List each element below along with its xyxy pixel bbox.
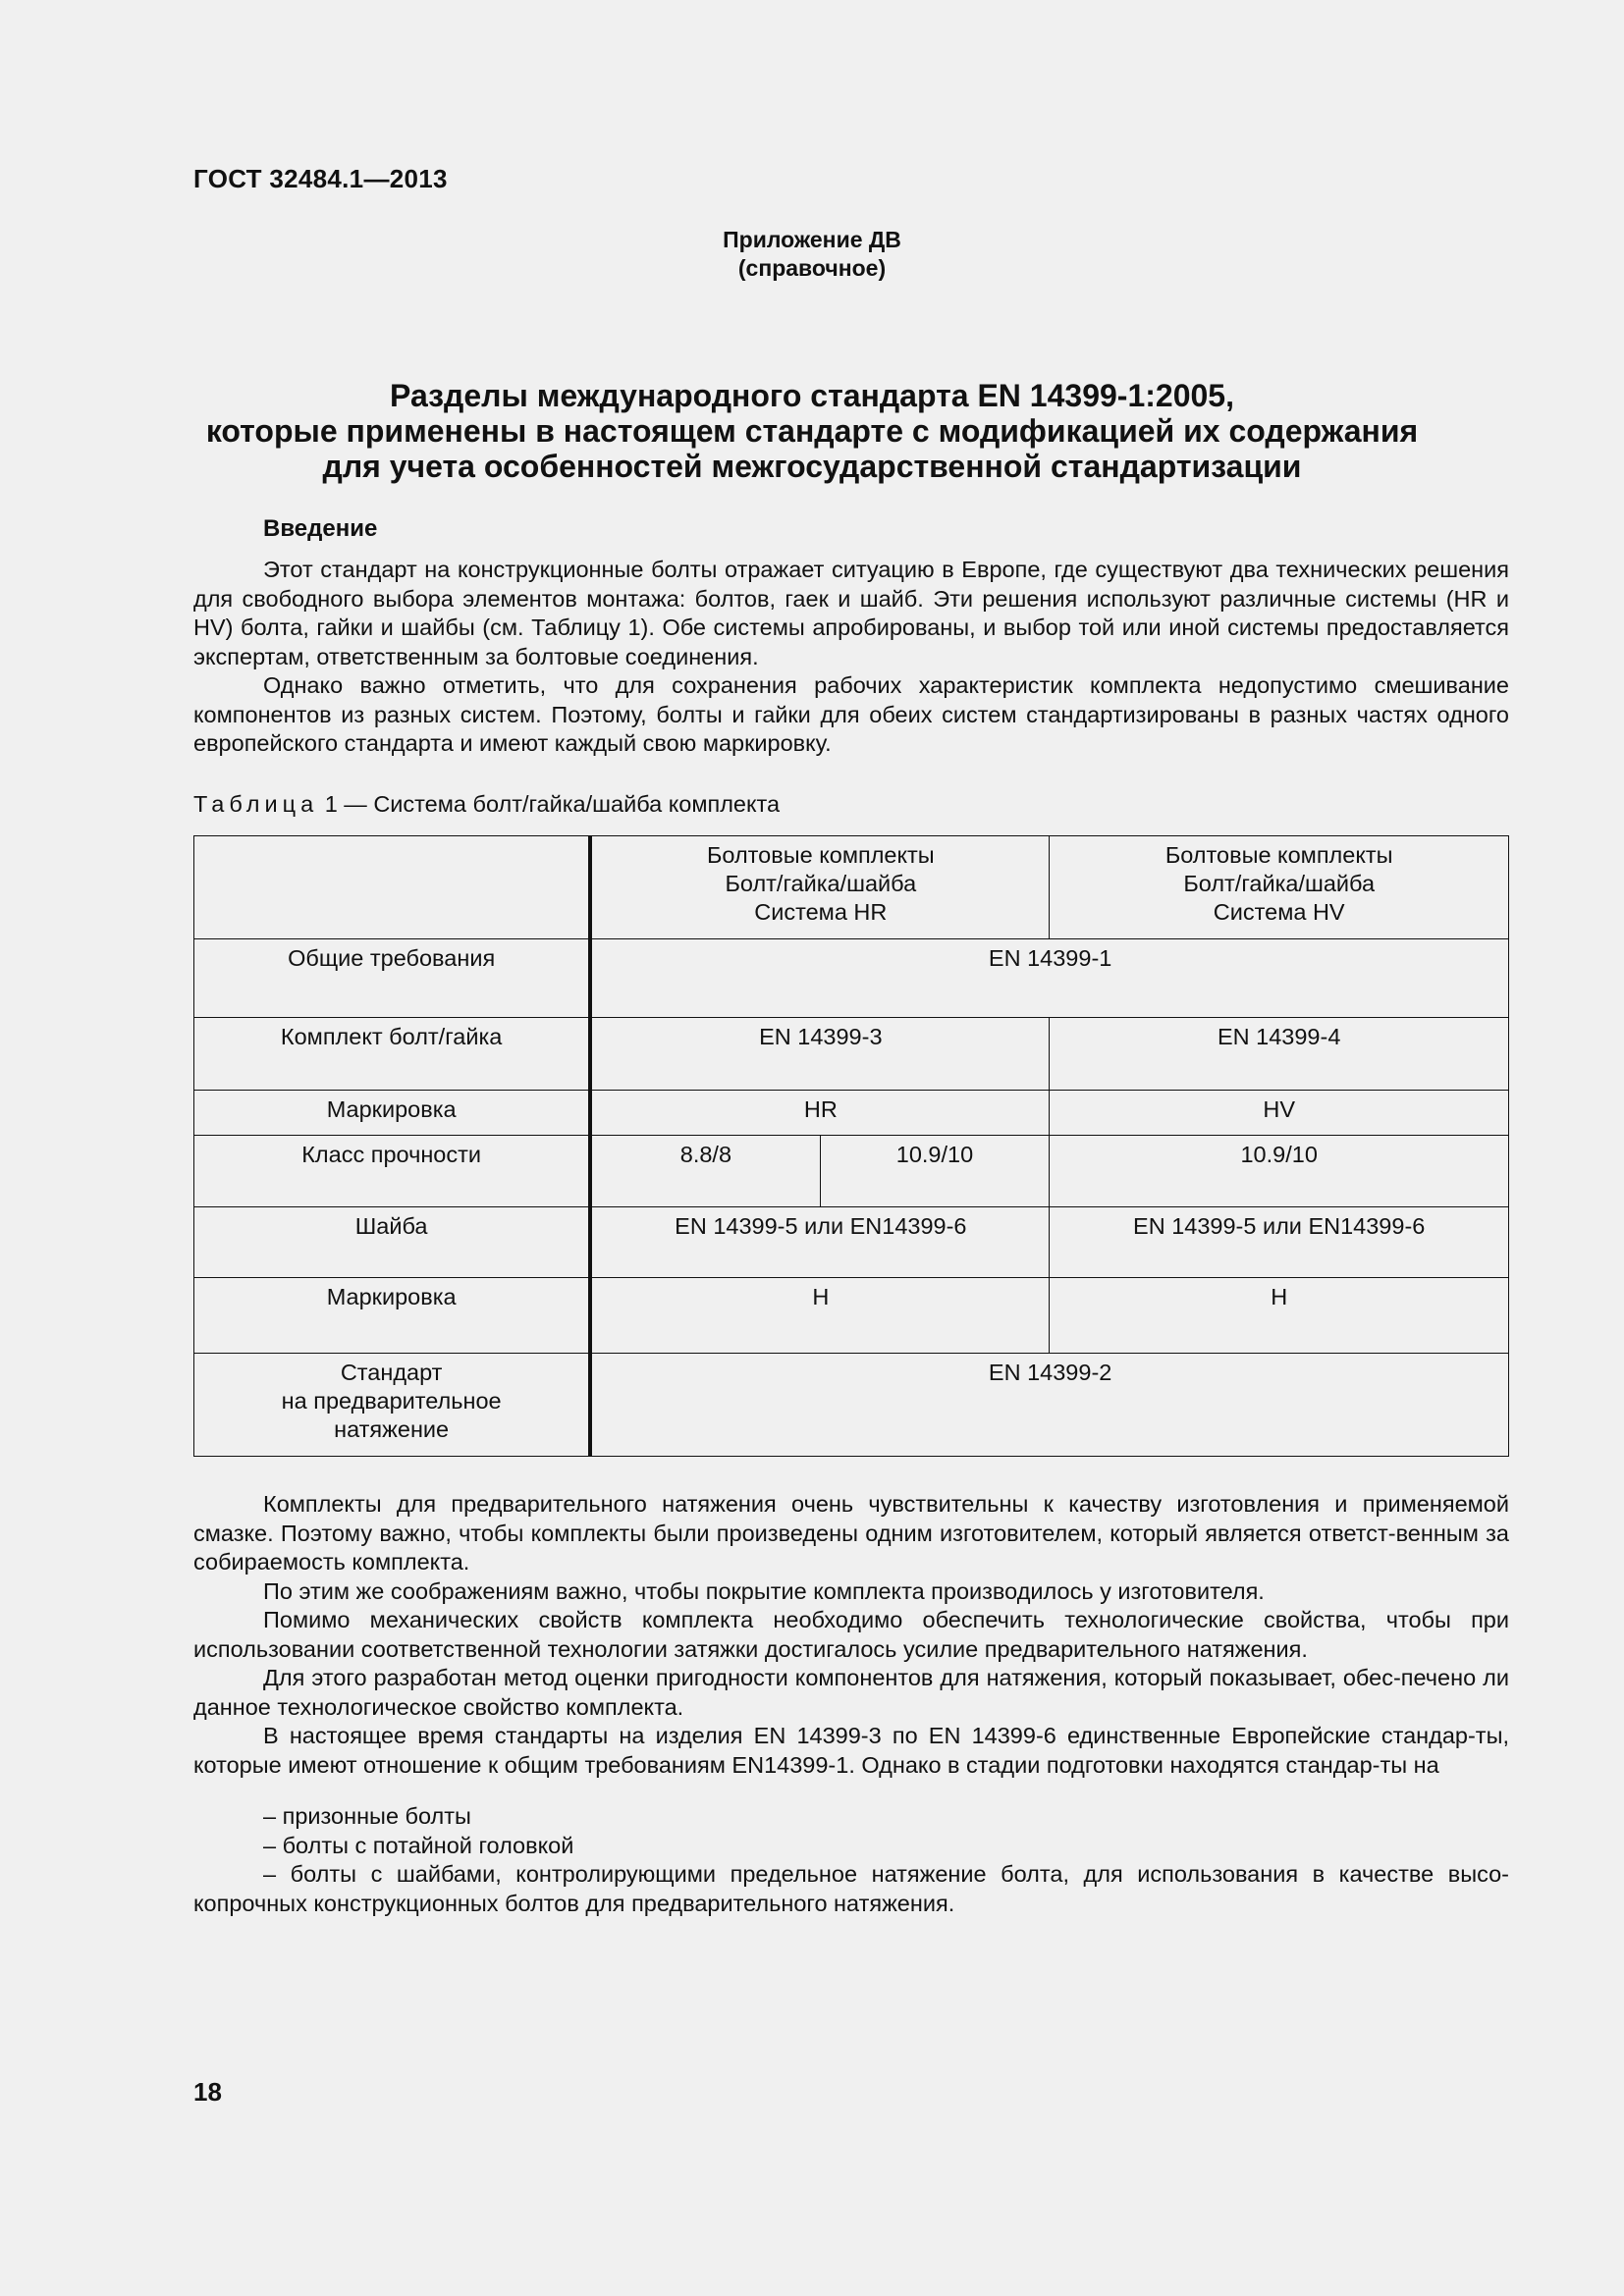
- row-label: Маркировка: [194, 1091, 591, 1136]
- body-paragraph: Для этого разработан метод оценки пригодности компонентов для натяжения, который показывает, обес-печено ли данное технологическое свойство комплекта.: [193, 1665, 1509, 1720]
- table-row: [194, 1018, 1509, 1091]
- header-hv-line: Система HV: [1213, 899, 1345, 925]
- body-paragraph: Комплекты для предварительного натяжения очень чувствительны к качеству изготовления и применяемой смазке. Поэтому важно, чтобы комплекты были произведены одним изготовителем, который является ответст-венным за собираемость комплекта.: [193, 1491, 1509, 1575]
- body-paragraph: В настоящее время стандарты на изделия EN 14399-3 по EN 14399-6 единственные Европейские стандар-ты, которые имеют отношение к общим требованиям EN14399-1. Однако в стадии подготовки находятся стандар-ты на: [193, 1723, 1509, 1778]
- table-row: [194, 939, 1509, 1018]
- cell-value: H: [1050, 1278, 1509, 1354]
- cell-value: EN 14399-4: [1050, 1018, 1509, 1091]
- cell-value: 8.8/8: [590, 1136, 820, 1207]
- header-hv-line: Болт/гайка/шайба: [1183, 871, 1376, 896]
- table-corner-cell: [194, 836, 591, 939]
- cell-value: HV: [1050, 1091, 1509, 1136]
- row-label: Шайба: [194, 1207, 591, 1278]
- title-line-3: для учета особенностей межгосударственной стандартизации: [322, 449, 1302, 484]
- table-row: [194, 1278, 1509, 1354]
- intro-heading: Введение: [263, 515, 378, 542]
- body-paragraph: Помимо механических свойств комплекта необходимо обеспечить технологические свойства, чтобы при использовании соответственной технологии затяжки достигалось усилие предварительного натяжения.: [193, 1607, 1509, 1662]
- list-item: – призонные болты: [263, 1803, 471, 1829]
- header-hr-line: Болтовые комплекты: [706, 842, 935, 868]
- intro-text: [193, 556, 1509, 759]
- cell-value: EN 14399-5 или EN14399-6: [1050, 1207, 1509, 1278]
- row-label: Общие требования: [194, 939, 591, 1018]
- list-item: – болты с потайной головкой: [263, 1832, 574, 1858]
- header-hr-line: Болт/гайка/шайба: [725, 871, 917, 896]
- cell-value: EN 14399-5 или EN14399-6: [590, 1207, 1050, 1278]
- table-row: [194, 1354, 1509, 1457]
- cell-value: EN 14399-2: [590, 1354, 1508, 1457]
- annex-type: (справочное): [737, 255, 887, 281]
- cell-value: HR: [590, 1091, 1050, 1136]
- header-cell-hv: [1050, 836, 1509, 939]
- list-item: – болты с шайбами, контролирующими предельное натяжение болта, для использования в качестве высо-копрочных конструкционных болтов для предварительного натяжения.: [193, 1861, 1509, 1916]
- row-label: [194, 1354, 591, 1457]
- row-label: Комплект болт/гайка: [194, 1018, 591, 1091]
- header-cell-hr: [590, 836, 1050, 939]
- table-caption-text: 1 — Система болт/гайка/шайба комплекта: [324, 791, 781, 817]
- row-label: Маркировка: [194, 1278, 591, 1354]
- table-caption-word: Таблица: [193, 791, 319, 817]
- document-code: ГОСТ 32484.1—2013: [193, 164, 448, 193]
- table-header-row: [194, 836, 1509, 939]
- intro-paragraph: Однако важно отметить, что для сохранения рабочих характеристик комплекта недопустимо смешивание компонентов из разных систем. Поэтому, болты и гайки для обеих систем стандартизированы в разных частях одного европейского стандарта и имеют каждый свою маркировку.: [193, 672, 1509, 756]
- intro-paragraph: Этот стандарт на конструкционные болты отражает ситуацию в Европе, где существуют два технических решения для свободного выбора элементов монтажа: болтов, гаек и шайб. Эти решения используют различные системы (HR и HV) болта, гайки и шайбы (см. Таблицу 1). Обе системы апробированы, и выбор той или иной системы предоставляется экспертам, ответственным за болтовые соединения.: [193, 557, 1509, 669]
- row-label-line: Стандарт: [340, 1360, 443, 1385]
- annex-heading: [0, 226, 1624, 283]
- cell-value: EN 14399-1: [590, 939, 1508, 1018]
- cell-value: 10.9/10: [1050, 1136, 1509, 1207]
- row-label: Класс прочности: [194, 1136, 591, 1207]
- table-row: [194, 1136, 1509, 1207]
- table-caption: [193, 791, 780, 818]
- cell-value: H: [590, 1278, 1050, 1354]
- section-title: [147, 378, 1477, 484]
- title-line-2: которые применены в настоящем стандарте с модификацией их содержания: [205, 413, 1419, 449]
- cell-value: 10.9/10: [820, 1136, 1050, 1207]
- annex-title: Приложение ДВ: [723, 227, 901, 252]
- cell-value: EN 14399-3: [590, 1018, 1050, 1091]
- row-label-line: на предварительное: [281, 1388, 502, 1414]
- bolt-types-list: [193, 1802, 1509, 1918]
- table-row: [194, 1091, 1509, 1136]
- body-text: [193, 1490, 1509, 1780]
- table-row: [194, 1207, 1509, 1278]
- title-line-1: Разделы международного стандарта EN 14399-1:2005,: [390, 378, 1234, 413]
- body-paragraph: По этим же соображениям важно, чтобы покрытие комплекта производилось у изготовителя.: [263, 1577, 1265, 1604]
- header-hr-line: Система HR: [754, 899, 888, 925]
- header-hv-line: Болтовые комплекты: [1164, 842, 1393, 868]
- bolt-system-table: [193, 835, 1509, 1457]
- row-label-line: натяжение: [334, 1416, 450, 1442]
- page-number: 18: [193, 2077, 222, 2107]
